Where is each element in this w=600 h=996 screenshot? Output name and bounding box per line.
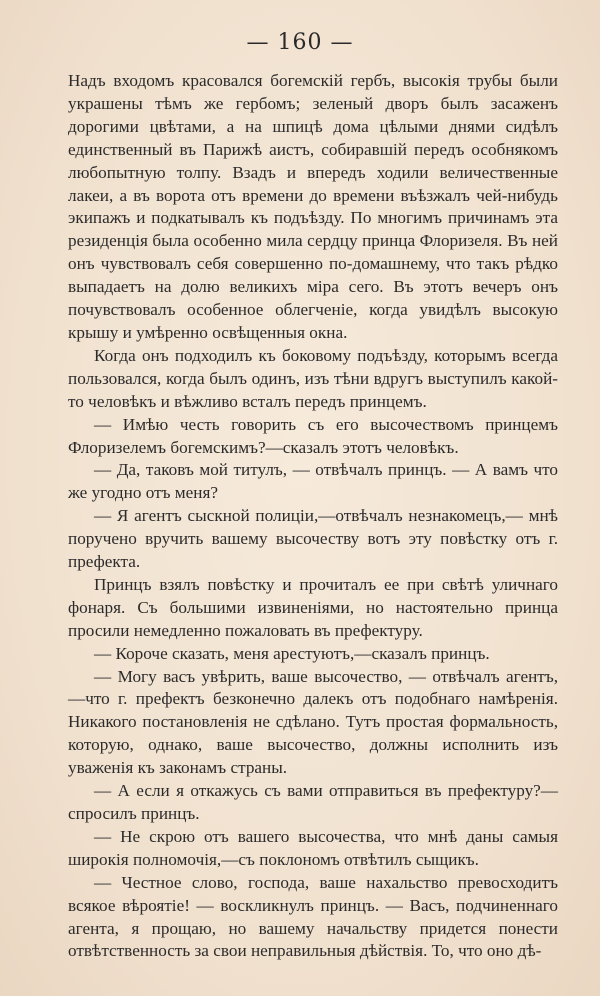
paragraph-11: — Честное слово, господа, ваше нахальство превосходитъ всякое вѣроятіе! — воскликнулъ принцъ. — Васъ, подчиненнаго агента, я прощаю, но вашему начальству придется понести отвѣтственность за свои неправильныя дѣйствія. То, что оно дѣ- xyxy=(68,872,558,961)
paragraph-7: — Короче сказать, меня арестуютъ,—сказалъ принцъ. xyxy=(94,643,490,663)
page-number: — 160 — xyxy=(246,30,354,55)
paragraph-5: — Я агентъ сыскной полиціи,—отвѣчалъ незнакомецъ,— мнѣ поручено вручить вашему высочеству вотъ эту повѣстку отъ г. префекта. xyxy=(68,506,558,572)
paragraph-9: — А если я откажусь съ вами отправиться въ префектуру?—спросилъ принцъ. xyxy=(68,781,558,823)
paragraph-4: — Да, таковъ мой титулъ, — отвѣчалъ принцъ. — А вамъ что же угодно отъ меня? xyxy=(68,460,558,503)
paragraph-2: Когда онъ подходилъ къ боковому подъѣзду, которымъ всегда пользовался, когда былъ одинъ, изъ тѣни вдругъ выступилъ какой-то человѣкъ и вѣжливо всталъ передъ принцемъ. xyxy=(68,345,558,411)
paragraph-10: — Не скрою отъ вашего высочества, что мнѣ даны самыя широкія полномочія,—съ поклономъ отвѣтилъ сыщикъ. xyxy=(68,826,558,869)
paragraph-3: — Имѣю честь говорить съ его высочествомъ принцемъ Флоризелемъ богемскимъ?—сказалъ этотъ человѣкъ. xyxy=(68,414,558,457)
paragraph-8: — Могу васъ увѣрить, ваше высочество, — отвѣчалъ агентъ,—что г. префектъ безконечно далекъ отъ подобнаго намѣренія. Никакого постановленія не сдѣлано. Тутъ простая формальность, которую, однако, ваше высочество, должны исполнить изъ уваженія къ законамъ страны. xyxy=(68,666,558,778)
paragraph-1: Надъ входомъ красовался богемскій гербъ, высокія трубы были украшены тѣмъ же гербомъ; зеленый дворъ былъ засаженъ дорогими цвѣтами, а на шпицѣ дома цѣлыми днями сидѣлъ единственный въ Парижѣ аистъ, собиравшій передъ особнякомъ любопытную толпу. Взадъ и впередъ ходили величественные лакеи, а въ ворота отъ времени до времени въѣзжалъ чей-нибудь экипажъ и подкатывалъ къ подъѣзду. По многимъ причинамъ эта резиденція была особенно мила сердцу принца Флоризеля. Въ ней онъ чувствовалъ себя совершенно по-домашнему, что такъ рѣдко выпадаетъ на долю великихъ міра сего. Въ этотъ вечеръ онъ почувствовалъ особенное облегченіе, когда увидѣлъ высокую крышу и умѣренно освѣщенныя окна. xyxy=(68,71,558,342)
body-text xyxy=(68,70,558,963)
paragraph-6: Принцъ взялъ повѣстку и прочиталъ ее при свѣтѣ уличнаго фонаря. Съ большими извиненіями, но настоятельно принца просили немедленно пожаловать въ префектуру. xyxy=(68,574,558,640)
